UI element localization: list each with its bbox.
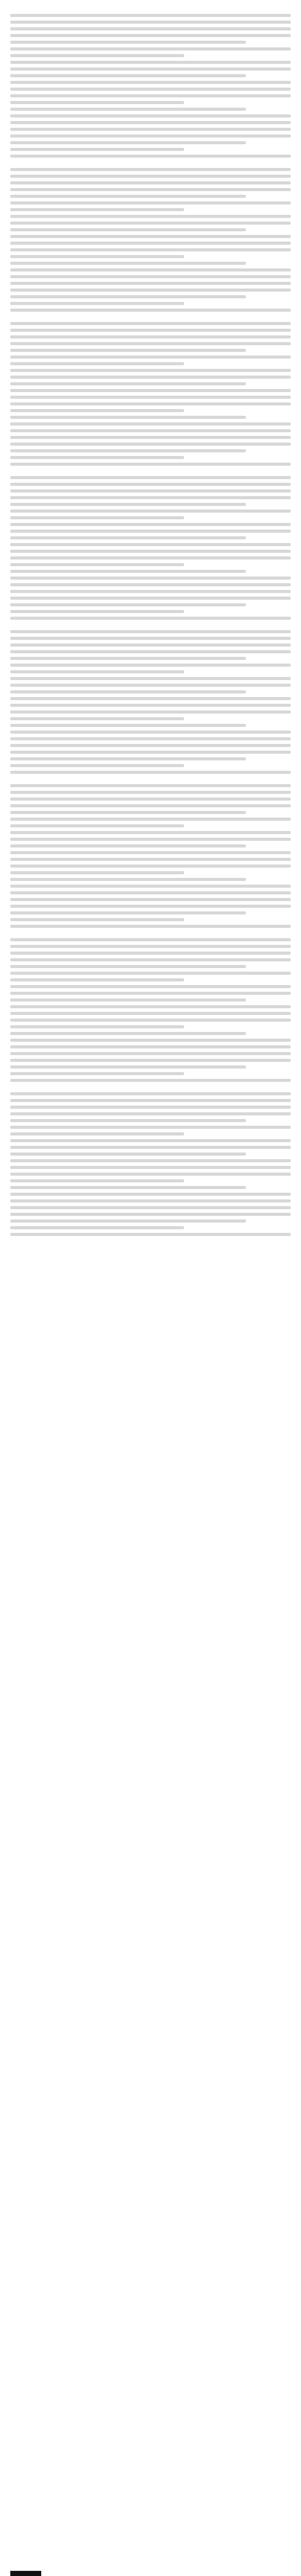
text-line-placeholder: [10, 195, 246, 198]
text-line-placeholder: [10, 617, 291, 620]
main-text-column: [10, 10, 291, 1246]
section-body-placeholder: [10, 476, 291, 620]
text-line-placeholder: [10, 838, 291, 841]
text-line-placeholder: [10, 362, 184, 365]
text-line-placeholder: [10, 945, 291, 948]
text-line-placeholder: [10, 1199, 291, 1202]
text-line-placeholder: [10, 255, 184, 258]
text-line-placeholder: [10, 27, 291, 30]
text-line-placeholder: [10, 449, 246, 452]
text-line-placeholder: [10, 289, 291, 292]
text-line-placeholder: [10, 47, 291, 50]
text-line-placeholder: [10, 865, 291, 868]
text-line-placeholder: [10, 456, 184, 459]
text-line-placeholder: [10, 891, 291, 894]
text-line-placeholder: [10, 556, 291, 560]
text-line-placeholder: [10, 958, 291, 961]
text-line-placeholder: [10, 1126, 291, 1129]
text-line-placeholder: [10, 550, 291, 553]
text-line-placeholder: [10, 978, 184, 981]
text-line-placeholder: [10, 1106, 291, 1109]
text-line-placeholder: [10, 844, 246, 848]
text-line-placeholder: [10, 88, 291, 91]
section-body-placeholder: [10, 1092, 291, 1236]
text-line-placeholder: [10, 228, 246, 231]
text-line-placeholder: [10, 463, 291, 466]
text-line-placeholder: [10, 952, 291, 955]
text-line-placeholder: [10, 443, 291, 446]
text-line-placeholder: [10, 985, 291, 988]
text-line-placeholder: [10, 1226, 184, 1229]
text-line-placeholder: [10, 597, 291, 600]
text-line-placeholder: [10, 1072, 184, 1075]
text-line-placeholder: [10, 295, 246, 298]
text-line-placeholder: [10, 744, 291, 747]
text-line-placeholder: [10, 155, 291, 158]
text-line-placeholder: [10, 704, 291, 707]
text-line-placeholder: [10, 1179, 184, 1182]
text-line-placeholder: [10, 1119, 246, 1122]
text-line-placeholder: [10, 1213, 291, 1216]
text-line-placeholder: [10, 429, 291, 432]
text-line-placeholder: [10, 818, 291, 821]
text-line-placeholder: [10, 349, 246, 352]
text-line-placeholder: [10, 972, 291, 975]
text-line-placeholder: [10, 1005, 291, 1008]
text-line-placeholder: [10, 637, 291, 640]
text-line-placeholder: [10, 804, 291, 807]
text-line-placeholder: [10, 677, 291, 680]
text-line-placeholder: [10, 510, 291, 513]
text-line-placeholder: [10, 1219, 246, 1223]
text-line-placeholder: [10, 670, 184, 673]
article-section: [10, 322, 291, 466]
text-line-placeholder: [10, 543, 291, 546]
text-line-placeholder: [10, 128, 291, 131]
text-line-placeholder: [10, 590, 291, 593]
text-line-placeholder: [10, 94, 291, 97]
text-line-placeholder: [10, 885, 291, 888]
text-line-placeholder: [10, 268, 291, 272]
text-line-placeholder: [10, 998, 246, 1002]
text-line-placeholder: [10, 302, 184, 305]
text-line-placeholder: [10, 181, 291, 184]
text-line-placeholder: [10, 436, 291, 439]
text-line-placeholder: [10, 382, 246, 385]
article-section: [10, 168, 291, 312]
text-line-placeholder: [10, 737, 291, 740]
text-line-placeholder: [10, 898, 291, 901]
text-line-placeholder: [10, 168, 291, 171]
text-line-placeholder: [10, 925, 291, 928]
section-body-placeholder: [10, 14, 291, 158]
text-line-placeholder: [10, 141, 246, 144]
section-body-placeholder: [10, 168, 291, 312]
article-section: [10, 14, 291, 158]
text-line-placeholder: [10, 1166, 291, 1169]
text-line-placeholder: [10, 74, 246, 77]
text-line-placeholder: [10, 824, 184, 827]
article-section: [10, 1092, 291, 1236]
article-section: [10, 784, 291, 928]
text-line-placeholder: [10, 516, 184, 519]
text-line-placeholder: [10, 121, 291, 124]
text-line-placeholder: [10, 355, 291, 359]
text-line-placeholder: [10, 918, 184, 921]
text-line-placeholder: [10, 710, 291, 714]
text-line-placeholder: [10, 657, 246, 660]
text-line-placeholder: [10, 650, 291, 653]
text-line-placeholder: [10, 791, 291, 794]
text-line-placeholder: [10, 1092, 291, 1095]
text-line-placeholder: [10, 242, 291, 245]
text-line-placeholder: [10, 476, 291, 479]
text-line-placeholder: [10, 717, 184, 720]
text-line-placeholder: [10, 369, 291, 372]
text-line-placeholder: [10, 764, 184, 767]
text-line-placeholder: [10, 1099, 291, 1102]
text-line-placeholder: [10, 684, 291, 687]
text-line-placeholder: [10, 503, 246, 506]
text-line-placeholder: [10, 563, 184, 566]
text-line-placeholder: [10, 523, 291, 526]
text-line-placeholder: [10, 335, 291, 338]
text-line-placeholder: [10, 416, 246, 419]
text-line-placeholder: [10, 570, 246, 573]
text-line-placeholder: [10, 1112, 291, 1115]
text-line-placeholder: [10, 1186, 246, 1189]
text-line-placeholder: [10, 530, 291, 533]
text-line-placeholder: [10, 965, 246, 968]
article-section: [10, 476, 291, 620]
text-line-placeholder: [10, 376, 291, 379]
text-line-placeholder: [10, 664, 291, 667]
text-line-placeholder: [10, 938, 291, 941]
text-line-placeholder: [10, 798, 291, 801]
section-body-placeholder: [10, 322, 291, 466]
text-line-placeholder: [10, 215, 291, 218]
section-body-placeholder: [10, 630, 291, 774]
text-line-placeholder: [10, 235, 291, 238]
text-line-placeholder: [10, 784, 291, 787]
text-line-placeholder: [10, 175, 291, 178]
text-line-placeholder: [10, 322, 291, 325]
text-line-placeholder: [10, 1139, 291, 1142]
text-line-placeholder: [10, 67, 291, 71]
text-line-placeholder: [10, 1233, 291, 1236]
text-line-placeholder: [10, 201, 291, 205]
text-line-placeholder: [10, 577, 291, 580]
text-line-placeholder: [10, 282, 291, 285]
text-line-placeholder: [10, 1032, 246, 1035]
text-line-placeholder: [10, 81, 291, 84]
text-line-placeholder: [10, 422, 291, 426]
text-line-placeholder: [10, 1079, 291, 1082]
text-line-placeholder: [10, 630, 291, 633]
text-line-placeholder: [10, 871, 184, 874]
text-line-placeholder: [10, 878, 246, 881]
text-line-placeholder: [10, 1039, 291, 1042]
text-line-placeholder: [10, 724, 246, 727]
text-line-placeholder: [10, 1025, 184, 1028]
section-body-placeholder: [10, 784, 291, 928]
text-line-placeholder: [10, 1059, 291, 1062]
text-line-placeholder: [10, 1012, 291, 1015]
text-line-placeholder: [10, 108, 246, 111]
text-line-placeholder: [10, 536, 246, 539]
text-line-placeholder: [10, 309, 291, 312]
text-line-placeholder: [10, 101, 184, 104]
text-line-placeholder: [10, 114, 291, 117]
text-line-placeholder: [10, 489, 291, 493]
text-line-placeholder: [10, 643, 291, 647]
text-line-placeholder: [10, 329, 291, 332]
text-line-placeholder: [10, 248, 291, 251]
text-line-placeholder: [10, 771, 291, 774]
article-section: [10, 938, 291, 1082]
text-line-placeholder: [10, 690, 246, 693]
text-line-placeholder: [10, 1173, 291, 1176]
text-line-placeholder: [10, 1159, 291, 1162]
text-line-placeholder: [10, 402, 291, 405]
text-line-placeholder: [10, 61, 291, 64]
text-line-placeholder: [10, 858, 291, 861]
text-line-placeholder: [10, 911, 246, 914]
text-line-placeholder: [10, 1019, 291, 1022]
article-section: [10, 630, 291, 774]
text-line-placeholder: [10, 262, 246, 265]
text-line-placeholder: [10, 396, 291, 399]
text-line-placeholder: [10, 811, 246, 814]
text-line-placeholder: [10, 731, 291, 734]
text-line-placeholder: [10, 483, 291, 486]
text-line-placeholder: [10, 34, 291, 37]
text-line-placeholder: [10, 1206, 291, 1209]
text-line-placeholder: [10, 1153, 246, 1156]
text-line-placeholder: [10, 992, 291, 995]
text-line-placeholder: [10, 603, 246, 606]
text-line-placeholder: [10, 851, 291, 854]
text-line-placeholder: [10, 496, 291, 499]
text-line-placeholder: [10, 188, 291, 191]
text-line-placeholder: [10, 697, 291, 700]
text-line-placeholder: [10, 222, 291, 225]
text-line-placeholder: [10, 831, 291, 834]
text-line-placeholder: [10, 1045, 291, 1048]
text-line-placeholder: [10, 389, 291, 392]
text-line-placeholder: [10, 905, 291, 908]
text-line-placeholder: [10, 342, 291, 345]
text-line-placeholder: [10, 751, 291, 754]
text-line-placeholder: [10, 583, 291, 586]
section-body-placeholder: [10, 938, 291, 1082]
text-line-placeholder: [10, 409, 184, 412]
text-line-placeholder: [10, 1065, 246, 1069]
text-line-placeholder: [10, 757, 246, 760]
publisher-logo: [10, 2571, 41, 2576]
text-line-placeholder: [10, 208, 184, 211]
text-line-placeholder: [10, 275, 291, 278]
text-line-placeholder: [10, 54, 184, 57]
text-line-placeholder: [10, 21, 291, 24]
text-line-placeholder: [10, 14, 291, 17]
text-line-placeholder: [10, 41, 246, 44]
text-line-placeholder: [10, 1132, 184, 1136]
text-line-placeholder: [10, 148, 184, 151]
text-line-placeholder: [10, 1052, 291, 1055]
text-line-placeholder: [10, 1193, 291, 1196]
text-line-placeholder: [10, 610, 184, 613]
text-line-placeholder: [10, 1146, 291, 1149]
text-line-placeholder: [10, 134, 291, 138]
